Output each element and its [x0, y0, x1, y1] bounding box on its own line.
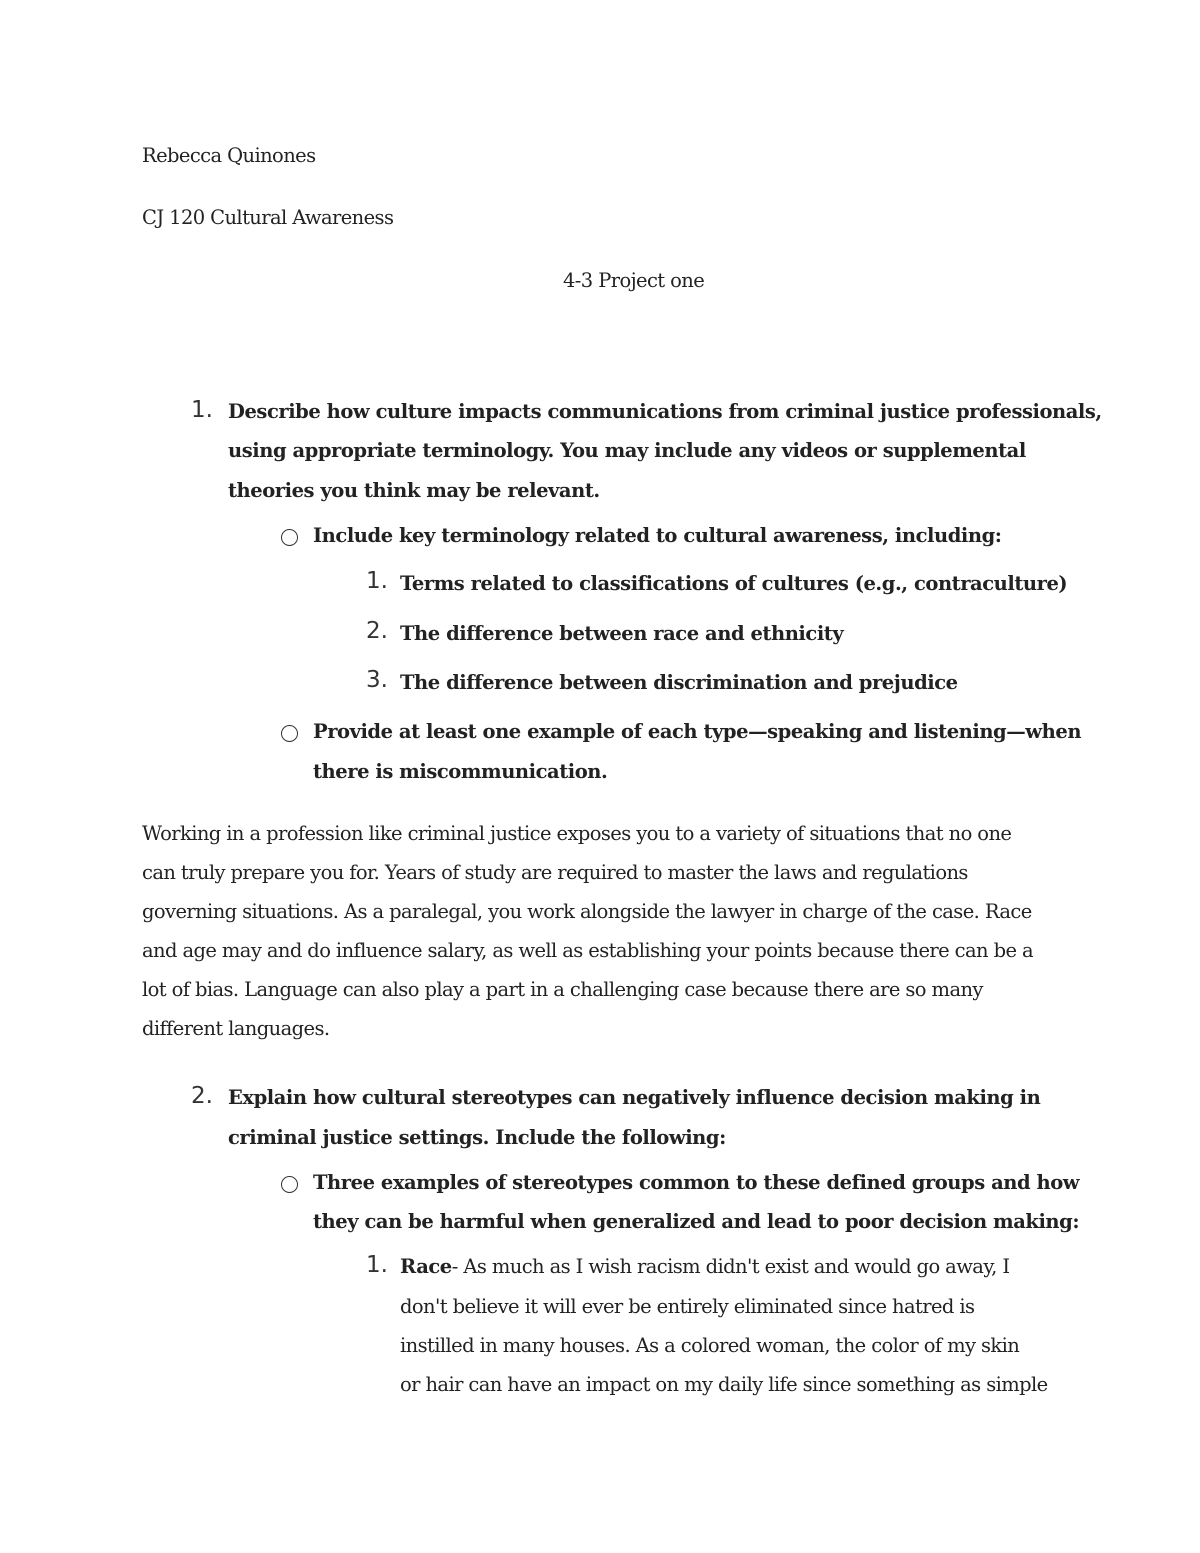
- q2-sub-1-number: 1.: [366, 1252, 388, 1278]
- q1-line-3: theories you think may be relevant.: [228, 479, 600, 502]
- q2-sub-1-label: Race: [400, 1255, 452, 1278]
- q1-sub-3-text: The difference between discrimination and prejudice: [400, 671, 958, 694]
- q2-bullet-a-line-1: Three examples of stereotypes common to these defined groups and how: [313, 1171, 1080, 1194]
- document-title: 4-3 Project one: [563, 269, 705, 292]
- q1-sub-1-text: Terms related to classifications of cultures (e.g., contraculture): [400, 572, 1068, 595]
- q1-sub-1-number: 1.: [366, 568, 388, 594]
- q1-number: 1.: [191, 397, 213, 423]
- q1-bullet-a: Include key terminology related to cultural awareness, including:: [313, 524, 1002, 547]
- answer-1-paragraph: [142, 814, 1062, 1048]
- course-name: CJ 120 Cultural Awareness: [142, 206, 394, 229]
- q1-line-2: using appropriate terminology. You may include any videos or supplemental: [228, 439, 1026, 462]
- hollow-circle-bullet-icon: [281, 1176, 298, 1193]
- q1-bullet-b-line-2: there is miscommunication.: [313, 760, 608, 783]
- author-name: Rebecca Quinones: [142, 144, 316, 167]
- q2-sub-1-line: don't believe it will ever be entirely eliminated since hatred is: [400, 1295, 975, 1318]
- answer-1-line: governing situations. As a paralegal, you work alongside the lawyer in charge of the case. Race: [142, 900, 1032, 923]
- q2-bullet-a-line-2: they can be harmful when generalized and lead to poor decision making:: [313, 1210, 1080, 1233]
- answer-1-line: and age may and do influence salary, as well as establishing your points because there can be a: [142, 939, 1034, 962]
- q2-line-2: criminal justice settings. Include the following:: [228, 1126, 726, 1149]
- q2-sub-1-line: instilled in many houses. As a colored woman, the color of my skin: [400, 1334, 1020, 1357]
- answer-1-line: different languages.: [142, 1017, 330, 1040]
- hollow-circle-bullet-icon: [281, 725, 298, 742]
- q1-line-1: Describe how culture impacts communications from criminal justice professionals,: [228, 400, 1102, 423]
- answer-1-line: lot of bias. Language can also play a part in a challenging case because there are so many: [142, 978, 983, 1001]
- q1-sub-2-number: 2.: [366, 618, 388, 644]
- answer-1-line: Working in a profession like criminal justice exposes you to a variety of situations that no one: [142, 822, 1012, 845]
- q2-line-1: Explain how cultural stereotypes can negatively influence decision making in: [228, 1086, 1041, 1109]
- q1-sub-3-number: 3.: [366, 667, 388, 693]
- q2-sub-1-line: or hair can have an impact on my daily life since something as simple: [400, 1373, 1048, 1396]
- q2-number: 2.: [191, 1083, 213, 1109]
- q1-sub-2-text: The difference between race and ethnicity: [400, 622, 844, 645]
- answer-1-line: can truly prepare you for. Years of study are required to master the laws and regulations: [142, 861, 968, 884]
- hollow-circle-bullet-icon: [281, 529, 298, 546]
- q2-sub-1-first-line-rest: - As much as I wish racism didn't exist and would go away, I: [451, 1255, 1010, 1278]
- q2-sub-1-first-line: [400, 1254, 1009, 1280]
- q1-bullet-b-line-1: Provide at least one example of each type—speaking and listening—when: [313, 720, 1082, 743]
